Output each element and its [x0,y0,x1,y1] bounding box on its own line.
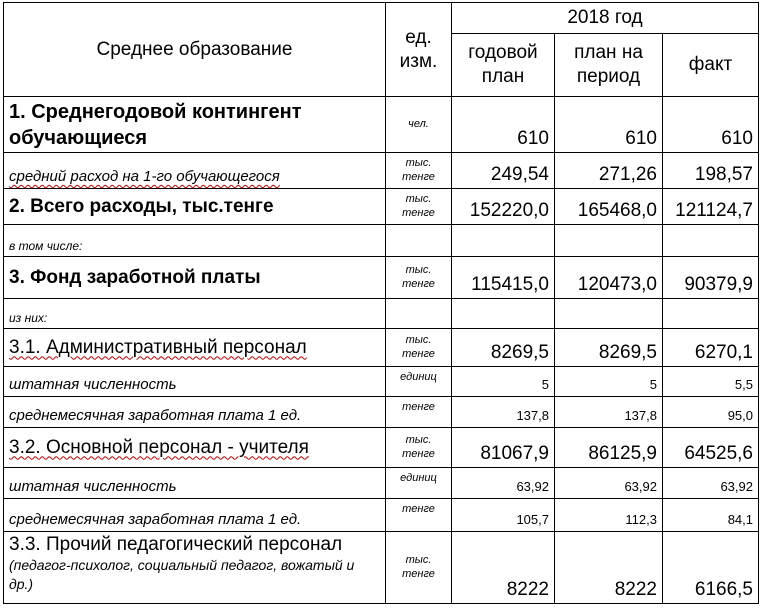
table-row [4,97,759,153]
row-name: среднемесячная заработная плата 1 ед. [4,397,386,428]
row-unit: тыс. тенге [386,153,452,189]
row-fact: 95,0 [663,397,759,428]
row-annual: 152220,0 [452,189,555,225]
row-annual: 249,54 [452,153,555,189]
row-annual [452,299,555,329]
row-annual: 105,7 [452,499,555,532]
row-name-text: средний расход на 1-го обучающегося [9,167,280,185]
row-name-text: 3.3. Прочий педагогический персонал [9,534,343,555]
row-unit: тенге [386,397,452,428]
row-fact: 64525,6 [663,428,759,468]
row-period [555,299,663,329]
row-name: в том числе: [4,225,386,257]
row-name [4,329,386,367]
table-row [4,299,759,329]
education-budget-table [3,2,759,604]
row-fact: 6270,1 [663,329,759,367]
row-annual: 5 [452,367,555,397]
row-annual: 137,8 [452,397,555,428]
row-period: 63,92 [555,468,663,499]
row-fact: 6166,5 [663,532,759,604]
table-row [4,329,759,367]
header-title: Среднее образование [4,3,386,97]
row-period [555,225,663,257]
row-annual: 81067,9 [452,428,555,468]
row-period: 120473,0 [555,257,663,299]
table-row [4,499,759,532]
row-unit: единиц [386,367,452,397]
row-name: 1. Среднегодовой контингент обучающиеся [4,97,386,153]
row-annual: 8269,5 [452,329,555,367]
table-row [4,468,759,499]
row-period: 165468,0 [555,189,663,225]
row-annual [452,225,555,257]
row-name-text: 3.2. Основной персонал - учителя [9,436,309,458]
row-fact [663,299,759,329]
row-fact: 5,5 [663,367,759,397]
row-name-subtext: (педагог-психолог, социальный педагог, вожатый и др.) [9,556,355,592]
row-unit: тыс. тенге [386,329,452,367]
row-unit: тыс. тенге [386,189,452,225]
row-name-text: 3.1. Административный персонал [9,336,307,358]
row-annual: 8222 [452,532,555,604]
row-name: 2. Всего расходы, тыс.тенге [4,189,386,225]
row-name: штатная численность [4,367,386,397]
table-row [4,397,759,428]
table-row [4,532,759,604]
row-period: 86125,9 [555,428,663,468]
row-fact: 198,57 [663,153,759,189]
row-unit: тыс. тенге [386,532,452,604]
table-row [4,367,759,397]
row-unit [386,299,452,329]
row-unit: тенге [386,499,452,532]
row-name: 3. Фонд заработной платы [4,257,386,299]
table-row [4,428,759,468]
header-annual-plan: годовой план [452,34,555,97]
row-unit: единиц [386,468,452,499]
row-name [4,153,386,189]
row-annual: 610 [452,97,555,153]
row-fact: 610 [663,97,759,153]
row-fact: 121124,7 [663,189,759,225]
row-unit: чел. [386,97,452,153]
row-fact: 90379,9 [663,257,759,299]
row-name: штатная численность [4,468,386,499]
row-period: 137,8 [555,397,663,428]
table-row [4,153,759,189]
row-unit: тыс. тенге [386,257,452,299]
row-period: 271,26 [555,153,663,189]
table-row [4,225,759,257]
header-unit: ед. изм. [386,3,452,97]
row-period: 610 [555,97,663,153]
row-name: из них: [4,299,386,329]
row-name [4,428,386,468]
row-fact: 84,1 [663,499,759,532]
row-unit: тыс. тенге [386,428,452,468]
row-period: 8222 [555,532,663,604]
row-name [4,532,386,604]
row-period: 8269,5 [555,329,663,367]
row-period: 112,3 [555,499,663,532]
row-unit [386,225,452,257]
row-period: 5 [555,367,663,397]
row-annual: 63,92 [452,468,555,499]
table-row [4,189,759,225]
row-fact: 63,92 [663,468,759,499]
row-annual: 115415,0 [452,257,555,299]
table-row [4,257,759,299]
row-fact [663,225,759,257]
row-name: среднемесячная заработная плата 1 ед. [4,499,386,532]
header-period-plan: план на период [555,34,663,97]
header-fact: факт [663,34,759,97]
header-year: 2018 год [452,3,759,34]
